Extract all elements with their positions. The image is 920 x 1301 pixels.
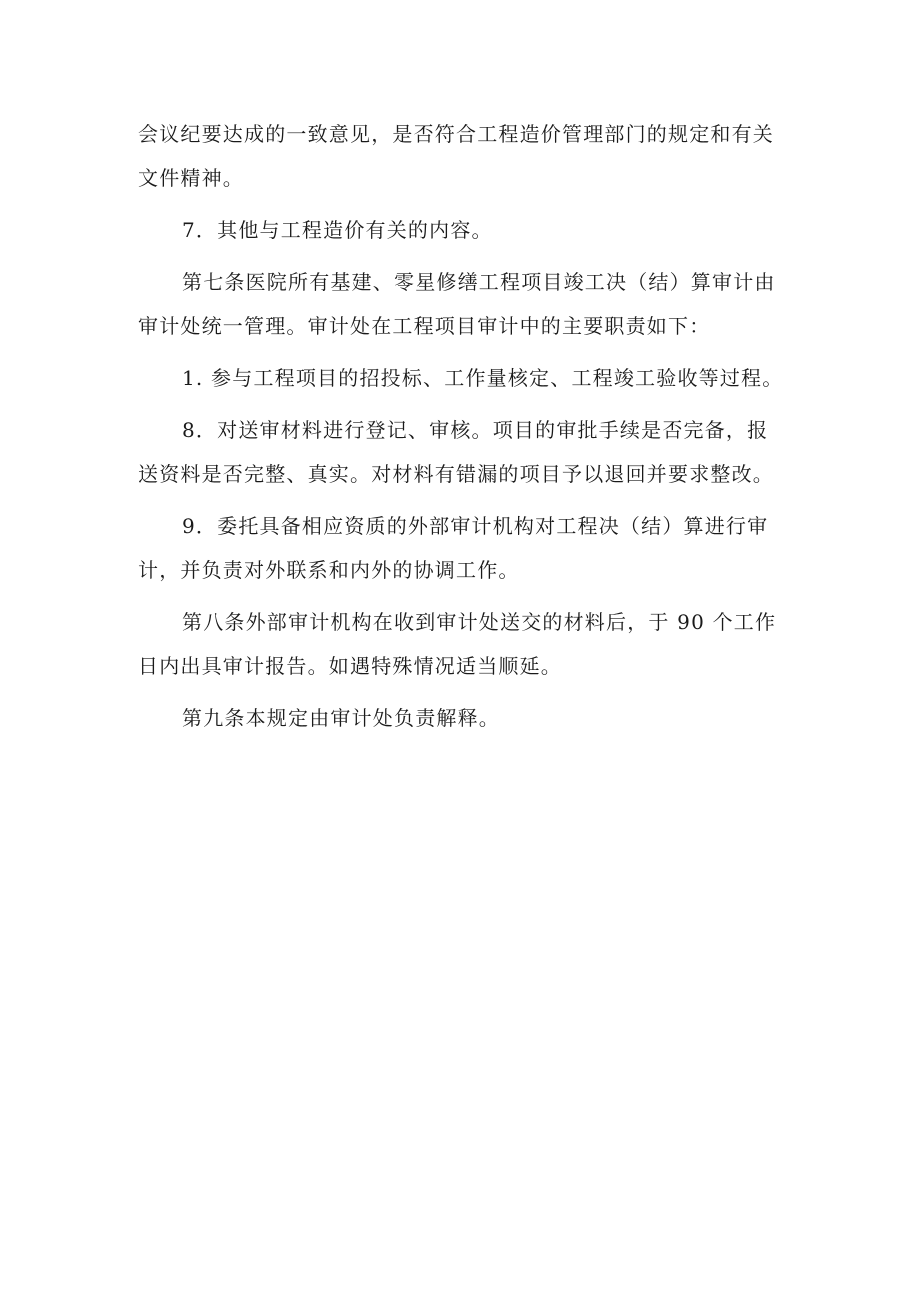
document-body xyxy=(138,112,798,740)
text-line: 文件精神。 xyxy=(138,166,244,190)
article-7-line: 审计处统一管理。审计处在工程项目审计中的主要职责如下： xyxy=(138,314,711,338)
article-7-line: 第七条医院所有基建、零星修缮工程项目竣工决（结）算审计由 xyxy=(182,270,776,294)
list-item-1: 1. 参与工程项目的招投标、工作量核定、工程竣工验收等过程。 xyxy=(182,366,784,390)
article-8-line: 日内出具审计报告。如遇特殊情况适当顺延。 xyxy=(138,654,562,678)
article-9-line: 第九条本规定由审计处负责解释。 xyxy=(182,706,500,730)
text-line: 会议纪要达成的一致意见，是否符合工程造价管理部门的规定和有关 xyxy=(138,122,774,146)
list-item-9-continuation: 计，并负责对外联系和内外的协调工作。 xyxy=(138,558,520,582)
list-item-8: 8．对送审材料进行登记、审核。项目的审批手续是否完备，报 xyxy=(182,418,769,442)
list-item-8-continuation: 送资料是否完整、真实。对材料有错漏的项目予以退回并要求整改。 xyxy=(138,462,774,486)
article-8-line: 第八条外部审计机构在收到审计处送交的材料后，于 90 个工作 xyxy=(182,610,777,634)
list-item-9: 9．委托具备相应资质的外部审计机构对工程决（结）算进行审 xyxy=(182,514,769,538)
list-item-7: 7．其他与工程造价有关的内容。 xyxy=(182,218,493,242)
